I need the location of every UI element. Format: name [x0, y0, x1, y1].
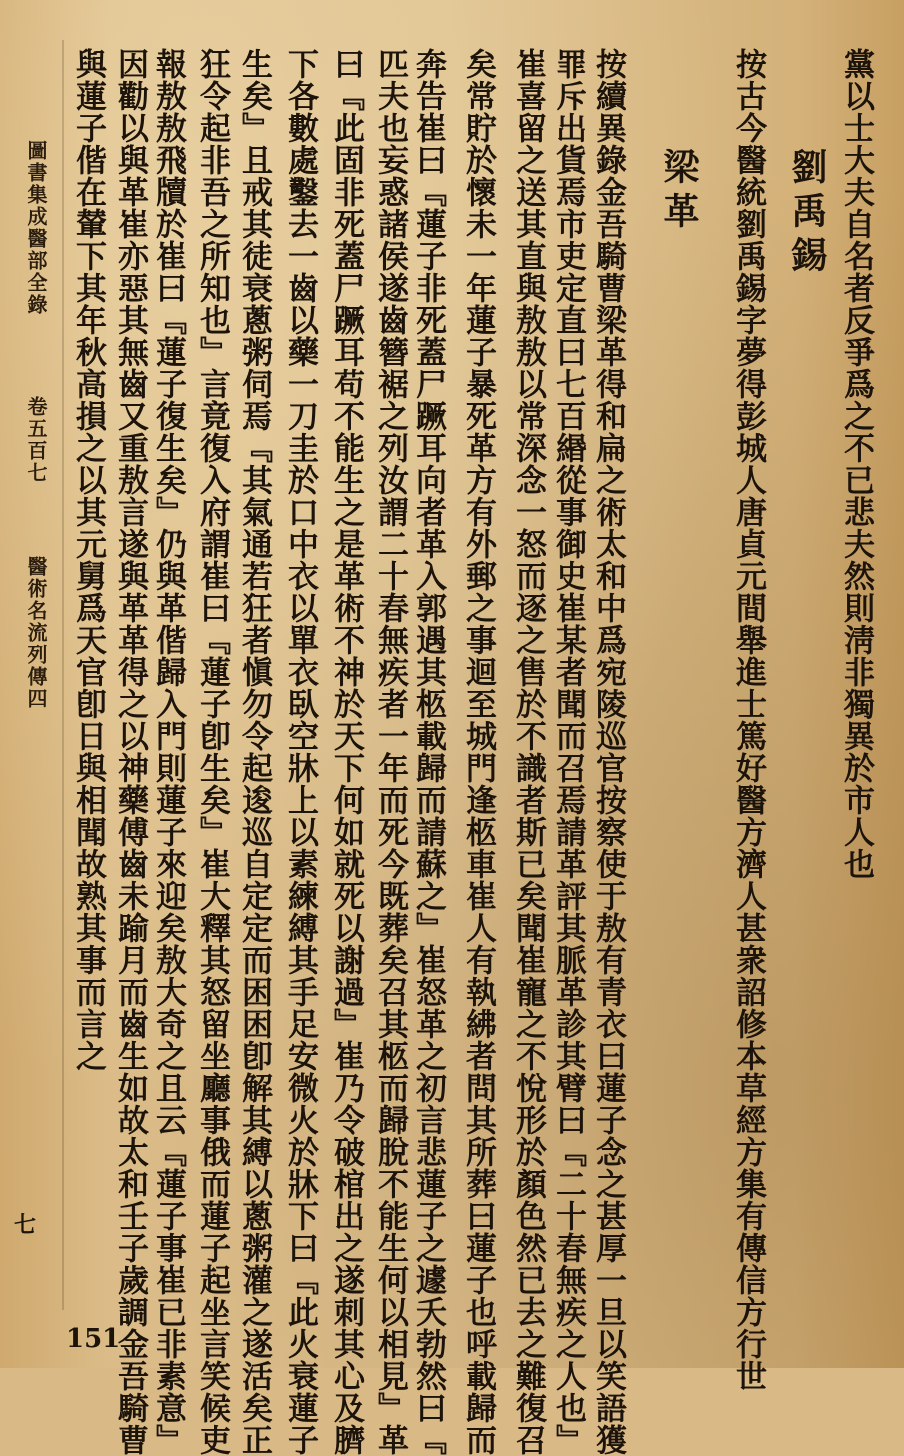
- margin-rule: [62, 40, 64, 1310]
- text-column-12: 下各數處鑿去一齒以藥一刀圭於口中衣以單衣臥空牀上以素練縛其手足安微火於牀下曰『此火衰蓮子: [282, 48, 318, 1456]
- text-column-5: 按續異錄金吾騎曹梁革得和扁之術太和中爲宛陵巡官按察使于敖有青衣曰蓮子念之甚厚一旦以笑語獲: [590, 48, 626, 1456]
- text-column-13: 生矣』且戒其徒衰蔥粥伺焉『其氣通若狂者愼勿令起逡巡自定定而困困卽解其縛以蔥粥灌之遂活矣正: [236, 48, 272, 1456]
- section-heading-liang-ge: 梁革: [658, 148, 700, 236]
- text-column-10: 匹夫也妄惑諸侯遂齒簪裾之列汝謂二十春無疾者一年而死今既葬矣召其柩而歸脫不能生何以相見』革: [372, 48, 408, 1456]
- section-heading-liu-yuxi: 劉禹錫: [786, 148, 828, 280]
- text-column-3: 按古今醫統劉禹錫字夢得彭城人唐貞元間舉進士篤好醫方濟人甚衆詔修本草經方集有傳信方行世: [730, 48, 766, 1392]
- text-column-17: 與蓮子偕在輦下其年秋高損之以其元舅爲天官卽日與相聞故熟其事而言之: [70, 48, 106, 1072]
- text-column-11: 曰『此固非死蓋尸蹶耳苟不能生之是革術不神於天下何如就死以謝過』崔乃令破棺出之遂刺其心及臍: [328, 48, 364, 1456]
- text-column-6: 罪斥出貨焉市吏定直曰七百緡從事御史崔某者聞而召焉請革評其脈革診其臂曰『二十春無疾之人也』: [550, 48, 586, 1456]
- footer-section: 醫術名流列傳四: [24, 556, 48, 710]
- running-footer: [22, 140, 51, 710]
- text-column-15: 報敖敖飛牘於崔曰『蓮子復生矣』仍與革偕歸入門則蓮子來迎矣敖大奇之且云『蓮子事崔已非素意』: [150, 48, 186, 1456]
- text-column-7: 崔喜留之送其直與敖敖以常深念一怒而逐之售於不識者斯已矣聞崔寵之不悅形於顏色然已去之難復召: [510, 48, 546, 1456]
- footer-volume: 卷五百七: [24, 396, 48, 484]
- text-column-16: 因勸以與革崔亦惡其無齒又重敖言遂與革革得之以神藥傅齒未踰月而齒生如故太和壬子歲調金吾騎曹: [112, 48, 148, 1456]
- text-column-9: 奔告崔曰『蓮子非死蓋尸蹶耳向者革入郭遇其柩載歸而請蘇之』崔怒革之初言悲蓮子之遽夭勃然曰『: [410, 48, 446, 1456]
- text-column-14: 狂令起非吾之所知也』言竟復入府謂崔曰『蓮子卽生矣』崔大釋其怒留坐廳事俄而蓮子起坐言笑候吏: [194, 48, 230, 1456]
- page-number: 151: [66, 1324, 121, 1354]
- column-number: 七: [14, 1212, 37, 1238]
- text-column-8: 矣常貯於懷未一年蓮子暴死革方有外郵之事迴至城門逢柩車崔人有執紼者問其所葬曰蓮子也呼載歸而: [460, 48, 496, 1456]
- footer-source: 圖書集成醫部全錄: [24, 140, 48, 316]
- text-column-1: 黨以士大夫自名者反爭爲之不已悲夫然則淸非獨異於市人也: [838, 48, 874, 880]
